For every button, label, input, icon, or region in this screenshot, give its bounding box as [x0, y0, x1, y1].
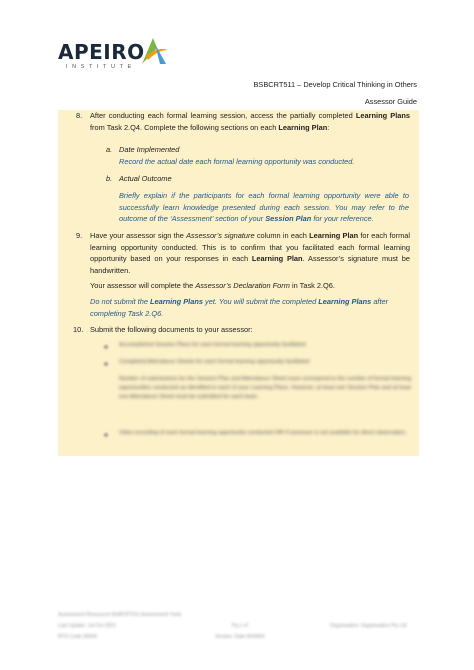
footer-text: Version: Date 00/0000: [215, 634, 265, 640]
item-8-number: [76, 110, 82, 122]
bullet-dot: [104, 362, 108, 366]
item-9-number: [76, 230, 82, 242]
sub-a-marker: a.: [106, 145, 113, 154]
list-item-note: Number of submissions for the Session Plan and Attendance Sheet must correspond to the number of formal learning opportunities conducted as identified in each of your Learning Plans. However, at least one Session Plan and at least one Attendance Sheet must be submitted for each team.: [119, 376, 411, 400]
item-8-text-e: :: [327, 122, 330, 132]
logo-mark-icon: [136, 34, 170, 68]
assessor-note: [90, 280, 410, 292]
list-item: Completed Attendance Sheets for each formal learning opportunity facilitated: [119, 359, 310, 365]
item-8-text: [90, 110, 410, 133]
footer-text: Organisation: Organisation Pty Ltd: [330, 623, 407, 629]
logo-wordmark: APEIRO: [58, 40, 145, 64]
footer-text: RTO Code 00000: [58, 634, 98, 640]
sub-b-marker: b.: [106, 174, 113, 183]
item-9-t1: Have your assessor sign the: [90, 231, 187, 240]
item-9-t2: Assessor’s signature: [186, 231, 255, 240]
bullet-dot: [104, 433, 108, 437]
item-8-text-b: Learning Plans: [355, 111, 411, 120]
sub-b-title: Actual Outcome: [119, 174, 172, 183]
unit-title: BSBCRT511 – Develop Critical Thinking in Others: [253, 80, 417, 89]
sub-b-note-2: for your reference.: [311, 214, 374, 224]
submission-note-4: Learning Plans: [318, 297, 372, 306]
footer-text: Assessment Resources BSBCRT511 Assessment Tools: [58, 612, 182, 618]
submission-note-1: Do not submit the: [90, 297, 150, 306]
submission-note-2: Learning Plans: [149, 297, 203, 306]
sub-b-note-1: Briefly explain if the participants for each formal learning opportunity were able to successfully learn knowledge presented during each session. You may refer to the outcome of the ‘Assessment’ section of your: [119, 191, 409, 224]
footer-text: Last Update: 1st Oct 2021: [58, 623, 117, 629]
list-item: Video recording of each formal learning opportunity conducted OR/ if assessor is not available for direct observation.: [119, 430, 407, 436]
item-10-num: 10.: [73, 325, 84, 334]
item-9-t7: . Assessor’s signature must be handwritten.: [90, 254, 410, 275]
apeiro-logo: [58, 34, 168, 74]
submission-note-3: yet. You will submit the completed: [202, 297, 319, 306]
submission-note-5: after completing Task 2.Q6.: [90, 297, 389, 318]
assessor-note-3: in Task 2.Q6.: [289, 281, 335, 290]
item-10-text: Submit the following documents to your assessor:: [90, 325, 253, 334]
bullet-dot: [104, 345, 108, 349]
item-9-t4: Learning Plan: [309, 231, 359, 240]
list-item: Accomplished Session Plans for each formal learning opportunity facilitated: [119, 342, 306, 348]
item-8-num: 8.: [76, 111, 83, 120]
item-10-number: [73, 324, 83, 336]
assessor-note-2: Assessor’s Declaration Form: [195, 281, 290, 290]
item-8-text-d: Learning Plan: [278, 122, 328, 132]
guide-title: Assessor Guide: [364, 97, 417, 106]
item-8-text-a: After conducting each formal learning session, access the partially completed: [90, 111, 356, 120]
sub-a-note: Record the actual date each formal learning opportunity was conducted.: [119, 157, 355, 166]
item-9-t6: Learning Plan: [251, 254, 303, 264]
item-9-t5: for each formal learning opportunity conducted. This is to confirm that you facilitated each formal learning opportunity based on your responses in each: [90, 231, 410, 264]
item-9-t3: column in each: [254, 231, 310, 240]
submission-note: [90, 296, 410, 319]
sub-a-title: Date Implemented: [119, 145, 180, 154]
footer-page: Pg 1 of: [232, 623, 248, 629]
sub-b-note: [119, 190, 409, 225]
item-9-num: 9.: [76, 231, 83, 240]
item-9-text: [90, 230, 410, 276]
sub-b-note-bold: Session Plan: [265, 214, 312, 224]
item-8-text-c: from Task 2.Q4. Complete the following sections on each: [90, 122, 279, 132]
logo-subtitle: INSTITUTE: [66, 64, 136, 70]
assessor-note-1: Your assessor will complete the: [90, 281, 196, 290]
